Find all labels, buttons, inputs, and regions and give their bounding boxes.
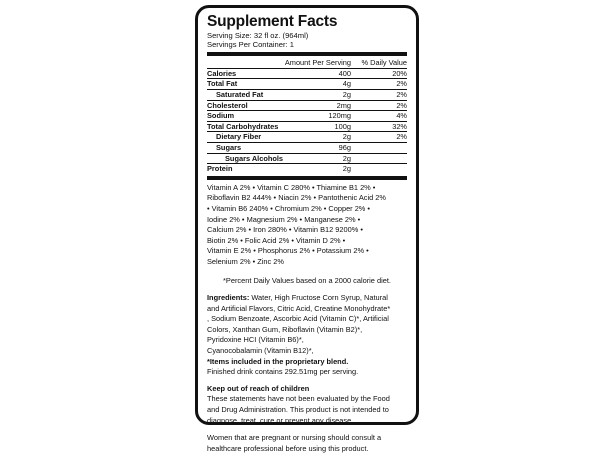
serving-size: Serving Size: 32 fl oz. (964ml) <box>207 31 309 40</box>
nutrient-row <box>207 90 407 101</box>
nutrient-dv <box>351 164 407 174</box>
nutrient-name: Total Fat <box>207 79 238 89</box>
nutrient-name: Dietary Fiber <box>216 132 262 142</box>
vitamins-line: Biotin 2% • Folic Acid 2% • Vitamin D 2% • <box>207 235 346 245</box>
nutrient-dv: 2% <box>396 132 407 142</box>
nutrient-name: Calories <box>207 68 237 78</box>
nutrient-name: Cholesterol <box>207 100 248 110</box>
nutrient-dv <box>351 143 407 153</box>
nutrient-dv: 2% <box>396 90 407 99</box>
nutrient-amount: 2g <box>342 153 351 163</box>
nutrient-amount: 2g <box>342 132 351 142</box>
finished-drink-note: Finished drink contains 292.51mg per serving. <box>207 367 359 377</box>
amount-per-serving-header: Amount Per Serving <box>284 57 351 67</box>
vitamins-line: Iodine 2% • Magnesium 2% • Manganese 2% • <box>207 214 361 224</box>
servings-per-container: Servings Per Container: 1 <box>207 40 294 50</box>
vitamins-list <box>207 183 407 268</box>
nutrient-name: Protein <box>207 164 233 174</box>
warning-line: and Drug Administration. This product is not intended to <box>207 405 389 415</box>
nutrient-row <box>207 164 407 174</box>
nutrient-amount: 2g <box>342 90 351 99</box>
nutrient-name: Sugars <box>216 142 242 152</box>
nutrient-row <box>207 154 407 165</box>
vitamins-line: Vitamin E 2% • Phosphorus 2% • Potassium 2% • <box>207 246 369 256</box>
nutrient-dv: 2% <box>396 79 407 89</box>
nutrient-dv: 32% <box>392 121 407 131</box>
ingredients-label: Ingredients: <box>207 293 250 303</box>
nutrient-amount: 120mg <box>328 111 351 121</box>
nutrient-name: Total Carbohydrates <box>207 121 279 131</box>
nutrient-row <box>207 122 407 133</box>
nutrient-dv: 20% <box>392 68 407 78</box>
nutrient-amount: 100g <box>334 121 351 131</box>
nutrient-dv: 4% <box>396 111 407 121</box>
vitamins-line: Selenium 2% • Zinc 2% <box>207 256 284 266</box>
ingredients-line: , Sodium Benzoate, Ascorbic Acid (Vitamin C)*, Artificial <box>207 314 389 324</box>
nutrient-row <box>207 132 407 143</box>
thick-divider <box>207 52 407 56</box>
nutrient-amount: 400 <box>338 68 351 78</box>
vitamins-line: Calcium 2% • Iron 280% • Vitamin B12 9200% • <box>207 225 363 235</box>
daily-value-header: % Daily Value <box>361 57 407 67</box>
ingredients-line: Colors, Xanthan Gum, Riboflavin (Vitamin B2)*, <box>207 324 363 334</box>
warning-line: diagnose, treat, cure or prevent any disease <box>207 415 352 425</box>
ingredients-line: Pyridoxine HCI (Vitamin B6)*, <box>207 335 304 345</box>
warning-line: These statements have not been evaluated by the Food <box>207 394 390 404</box>
nutrient-row <box>207 143 407 154</box>
nutrient-amount: 96g <box>338 142 351 152</box>
nutrient-dv <box>351 154 407 164</box>
nutrient-name: Saturated Fat <box>216 90 264 99</box>
nutrient-amount: 4g <box>342 79 351 89</box>
proprietary-blend-note: *Items included in the proprietary blend. <box>207 356 349 366</box>
daily-value-note: *Percent Daily Values based on a 2000 calorie diet. <box>223 275 391 285</box>
nutrient-amount: 2mg <box>336 100 351 110</box>
warning-section <box>207 384 407 426</box>
vitamins-line: • Vitamin B6 240% • Chromium 2% • Copper 2% • <box>207 203 371 213</box>
ingredients-line: Water, High Fructose Corn Syrup, Natural <box>249 293 388 303</box>
vitamins-line: Riboflavin B2 444% • Niacin 2% • Pantothenic Acid 2% <box>207 193 386 203</box>
supplement-facts-panel <box>195 5 419 453</box>
nutrient-row <box>207 79 407 90</box>
nutrient-row <box>207 101 407 112</box>
nutrient-name: Sugars Alcohols <box>225 153 284 163</box>
warning-title: Keep out of reach of children <box>207 383 310 393</box>
nutrient-row <box>207 111 407 122</box>
pregnancy-line: Women that are pregnant or nursing should consult a <box>207 433 382 443</box>
nutrient-name: Sodium <box>207 111 235 121</box>
nutrient-table-header <box>207 58 407 69</box>
vitamins-line: Vitamin A 2% • Vitamin C 280% • Thiamine B1 2% • <box>207 182 376 192</box>
thick-divider <box>207 176 407 180</box>
nutrient-amount: 2g <box>342 164 351 174</box>
ingredients-first-line <box>207 293 407 304</box>
nutrient-dv: 2% <box>396 100 407 110</box>
ingredients-line: and Artificial Flavors, Citric Acid, Creatine Monohydrate* <box>207 303 391 313</box>
ingredients-line: Cyanocobalamin (Vitamin B12)*, <box>207 346 314 356</box>
pregnancy-line: healthcare professional before using this product. <box>207 443 369 453</box>
ingredients-section <box>207 293 407 378</box>
label-title: Supplement Facts <box>207 13 338 30</box>
pregnancy-note <box>207 433 407 454</box>
nutrient-row <box>207 69 407 80</box>
